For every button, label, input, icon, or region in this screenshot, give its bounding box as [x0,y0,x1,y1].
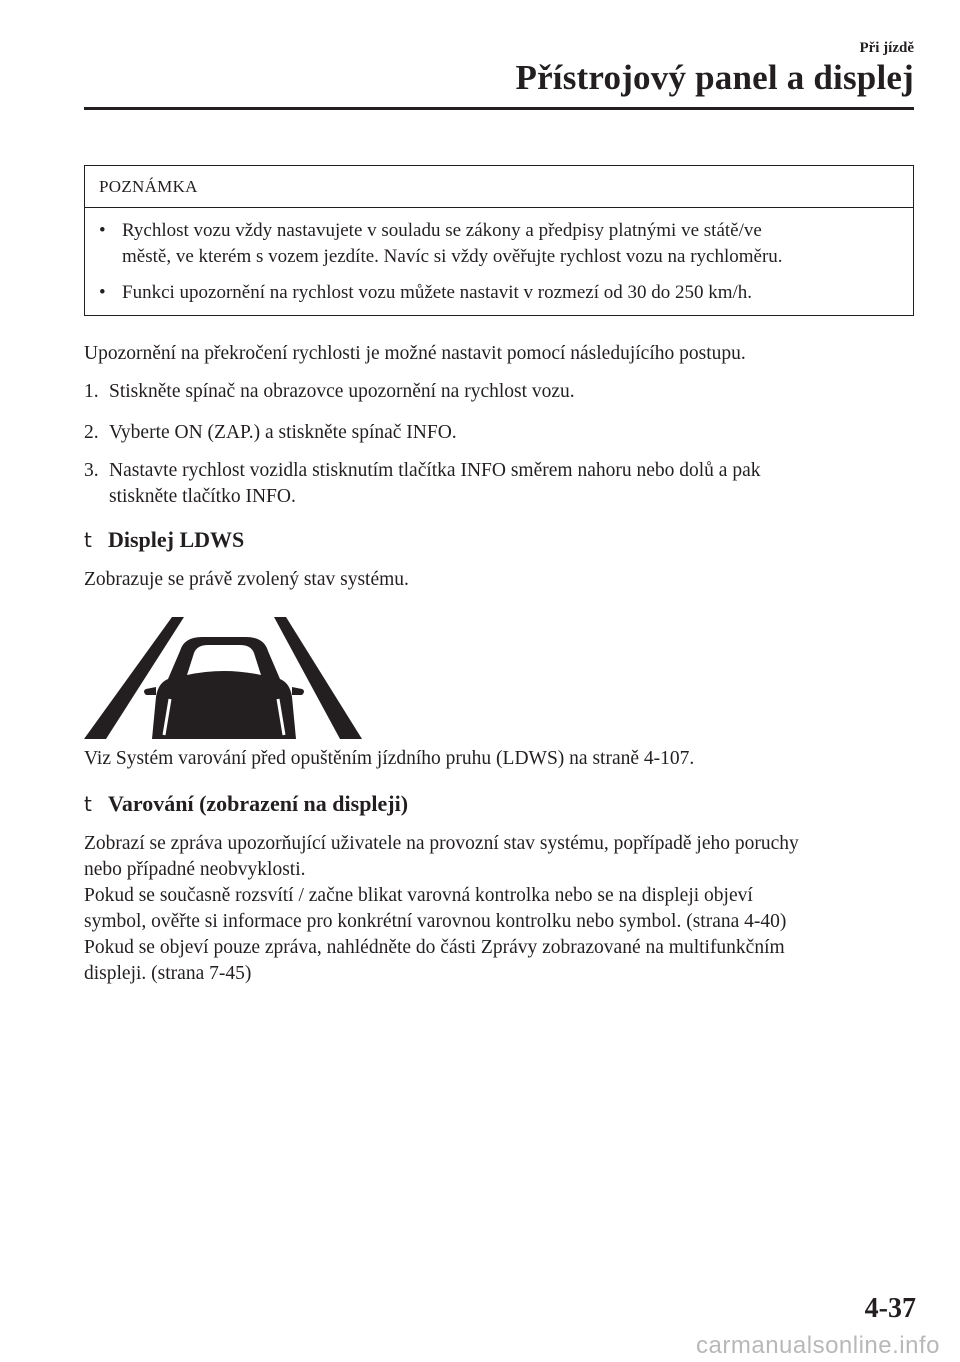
running-header-section: Při jízdě [859,40,914,56]
ldws-heading [84,527,244,553]
step-line: Vyberte ON (ZAP.) a stiskněte spínač INFO. [109,422,457,443]
step-line: Stiskněte spínač na obrazovce upozornění na rychlost vozu. [109,381,575,402]
warning-line: displeji. (strana 7-45) [84,963,252,984]
ldws-description: Zobrazuje se právě zvolený stav systému. [84,569,409,590]
warning-line: Pokud se objeví pouze zpráva, nahlédněte do části Zprávy zobrazované na multifunkčním [84,937,785,958]
step-item [84,379,920,405]
step-number: 2. [84,422,99,443]
note-box [84,165,914,316]
step-line: Nastavte rychlost vozidla stisknutím tlačítka INFO směrem nahoru nebo dolů a pak [109,460,761,481]
warning-line: symbol, ověřte si informace pro konkrétní varovnou kontrolku nebo symbol. (strana 4-40) [84,911,787,932]
step-item [84,420,920,446]
section-marker-icon: t [84,528,92,552]
page-title: Přístrojový panel a displej [515,58,914,97]
warning-line: Zobrazí se zpráva upozorňující uživatele na provozní stav systému, popřípadě jeho poruchy [84,833,799,854]
step-number: 1. [84,381,99,402]
step-number: 3. [84,460,99,481]
warning-paragraph [84,831,920,987]
header-rule [84,107,914,110]
lane-departure-icon [84,617,362,739]
step-line: stiskněte tlačítko INFO. [109,486,296,507]
intro-paragraph: Upozornění na překročení rychlosti je možné nastavit pomocí následujícího postupu. [84,343,746,364]
note-heading: POZNÁMKA [85,166,913,208]
ldws-heading-text: Displej LDWS [108,527,245,552]
page-number: 4-37 [864,1293,916,1324]
warning-heading-text: Varování (zobrazení na displeji) [108,791,409,816]
note-item-line: městě, ve kterém s vozem jezdíte. Navíc si vždy ověřujte rychlost vozu na rychloměru. [122,246,783,267]
section-marker-icon: t [84,792,92,816]
bullet-icon: • [99,220,106,241]
warning-line: nebo případné neobvyklosti. [84,859,306,880]
warning-line: Pokud se současně rozsvítí / začne blikat varovná kontrolka nebo se na displeji objeví [84,885,753,906]
note-item-line: Rychlost vozu vždy nastavujete v souladu se zákony a předpisy platnými ve státě/ve [122,220,762,241]
step-item [84,458,920,510]
note-item [85,280,913,306]
ldws-reference: Viz Systém varování před opuštěním jízdního pruhu (LDWS) na straně 4-107. [84,748,695,769]
note-item [85,218,913,270]
watermark: carmanualsonline.info [696,1332,940,1359]
warning-heading [84,791,408,817]
bullet-icon: • [99,282,106,303]
note-item-line: Funkci upozornění na rychlost vozu můžete nastavit v rozmezí od 30 do 250 km/h. [122,282,753,303]
